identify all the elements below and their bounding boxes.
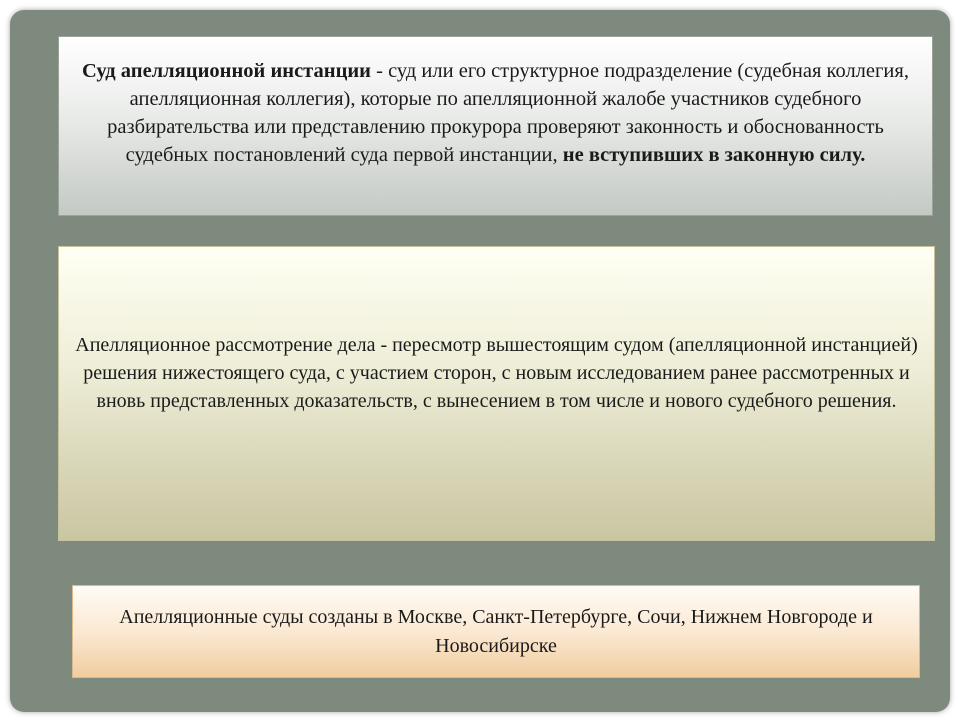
appeal-review-text: Апелляционное рассмотрение дела - пересмотр вышестоящим судом (апелляционной инстанцией) решения нижестоящего суда, с участием сторон, с новым исследованием ранее рассмотренных и вновь представленных доказательств, с вынесением в том числе и нового судебного решения. <box>75 334 918 412</box>
definition-term: Суд апелляционной инстанции <box>82 60 371 82</box>
appeal-courts-cities-textbox <box>72 585 920 678</box>
slide <box>10 10 950 712</box>
definition-textbox <box>58 36 933 216</box>
appeal-review-textbox <box>58 246 935 541</box>
definition-emphasis: не вступивших в законную силу. <box>562 144 866 166</box>
definition-text: - суд или его структурное подразделение (судебная коллегия, апелляционная коллегия), которые по апелляционной жалобе участников судебного разбирательства или представлению прокурора проверяют законность и обоснованность судебных постановлений суда первой инстанции, <box>107 60 909 166</box>
appeal-courts-cities-text: Апелляционные суды созданы в Москве, Санкт-Петербурге, Сочи, Нижнем Новгороде и Новосибирске <box>119 606 873 657</box>
